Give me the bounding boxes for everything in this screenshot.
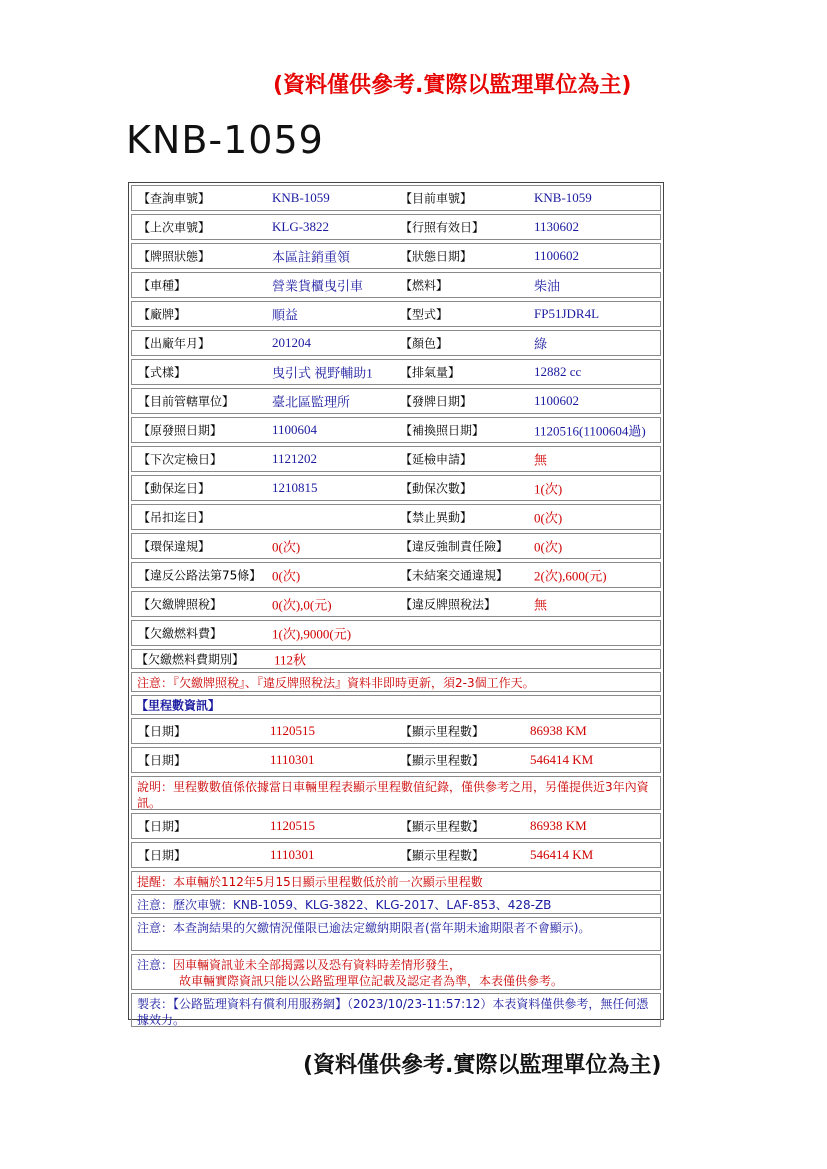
rows-row [131,359,661,385]
plate-title: KNB-1059 [126,118,324,162]
rows-value: 1100604 [272,422,318,437]
rows-label: 【原發照日期】 [138,423,223,438]
rows-label: 【牌照狀態】 [138,249,211,264]
rows-value: KNB-1059 [272,190,330,205]
rows-value: 1121202 [272,451,318,466]
mileage-b-value: 1110301 [270,847,315,862]
footer-text: 【公路監理資料有償利用服務網】（2023/10/23-11:57:12）本表資料僅供參考，無任何憑據效力。 [137,997,649,1027]
history-label: 注意： [137,898,174,912]
rows-value: 1100602 [534,248,580,263]
rows-label: 【欠繳燃料費】 [138,626,223,641]
fuel-period-row [131,649,661,669]
rows-label: 【動保次數】 [400,481,473,496]
rows-row [131,417,661,443]
mileage-a-label: 【顯示里程數】 [400,753,485,768]
rows-label: 【違反強制責任險】 [400,539,509,554]
rows-label: 【行照有效日】 [400,220,485,235]
rows-row [131,475,661,501]
mileage-note-row [131,776,661,810]
rows-label: 【環保違規】 [138,539,211,554]
rows-value: 臺北區監理所 [272,394,351,410]
rows-value: 201204 [272,335,311,350]
rows-value: 1210815 [272,480,318,495]
mileage-a-row [131,747,661,773]
rows-value: 1120516(1100604過) [534,423,646,439]
rows-value: 2(次),600(元) [534,568,607,584]
rows-label: 【型式】 [400,307,449,322]
rows-row [131,591,661,617]
reminder-row [131,871,661,891]
rows-value: 12882 cc [534,364,582,379]
rows-label: 【上次車號】 [138,220,211,235]
mileage-b-label: 【日期】 [138,819,187,834]
mileage-note: 說明：里程數數值係依據當日車輛里程表顯示里程數值紀錄，僅供參考之用，另僅提供近3年內資訊。 [137,780,649,810]
footer-row [131,993,661,1027]
mileage-a-value: 1120515 [270,723,316,738]
mileage-b-row [131,813,661,839]
vehicle-report-table [128,182,664,1027]
rows-value: 柴油 [534,278,561,294]
data-notice-row [131,954,661,990]
result-notice-text: 本查詢結果的欠繳情況僅限已逾法定繳納期限者(當年期未逾期限者不會顯示)。 [173,921,591,935]
rows-row [131,533,661,559]
rows-value: 0(次) [272,539,301,555]
rows-row [131,243,661,269]
mileage-a-row [131,718,661,744]
rows-value: 0(次) [534,539,563,555]
tax-notice: 注意：『欠繳牌照稅』、『違反牌照稅法』資料非即時更新，須2-3個工作天。 [137,676,535,690]
result-notice-row [131,917,661,951]
data-notice-line2: 故車輛實際資訊只能以公路監理單位記載及認定者為準，本表僅供參考。 [179,974,564,988]
rows-value: 1130602 [534,219,580,234]
data-notice-line1: 因車輛資訊並未全部揭露以及恐有資料時差情形發生， [173,958,462,972]
mileage-b-label: 【日期】 [138,848,187,863]
rows-value: 0(次),0(元) [272,597,332,613]
rows-label: 【排氣量】 [400,365,461,380]
mileage-a-value: 546414 KM [530,752,594,767]
mileage-a-value: 86938 KM [530,723,587,738]
rows-row [131,301,661,327]
rows-value: 0(次) [534,510,563,526]
mileage-b-value: 86938 KM [530,818,587,833]
rows-value: 無 [534,452,548,468]
rows-value: 1(次),9000(元) [272,626,352,642]
rows-label: 【出廠年月】 [138,336,211,351]
rows-label: 【狀態日期】 [400,249,473,264]
rows-row [131,214,661,240]
rows-value: KLG-3822 [272,219,330,234]
rows-row [131,446,661,472]
rows-label: 【車種】 [138,278,187,293]
rows-label: 【補換照日期】 [400,423,485,438]
rows-value: 本區註銷重領 [272,249,351,265]
disclaimer-bottom: (資料僅供參考.實際以監理單位為主) [303,1053,662,1078]
mileage-b-row [131,842,661,868]
rows-label: 【未結案交通違規】 [400,568,509,583]
rows-row [131,620,661,646]
rows-label: 【式樣】 [138,365,187,380]
result-notice-label: 注意： [137,921,174,935]
rows-label: 【禁止異動】 [400,510,473,525]
rows-row [131,272,661,298]
rows-row [131,330,661,356]
rows-label: 【延檢申請】 [400,452,473,467]
rows-label: 【吊扣迄日】 [138,510,211,525]
history-row [131,894,661,914]
rows-value: 1(次) [534,481,563,497]
rows-value: 1100602 [534,393,580,408]
rows-value: 綠 [534,336,548,352]
rows-row [131,388,661,414]
rows-label: 【顏色】 [400,336,449,351]
data-notice-label: 注意： [137,958,174,972]
rows-value: 0(次) [272,568,301,584]
mileage-b-label: 【顯示里程數】 [400,819,485,834]
rows-row [131,185,661,211]
rows-label: 【發牌日期】 [400,394,473,409]
rows-row [131,504,661,530]
mileage-a-label: 【日期】 [138,753,187,768]
rows-label: 【目前車號】 [400,191,473,206]
rows-label: 【燃料】 [400,278,449,293]
rows-label: 【目前管轄單位】 [138,394,235,409]
rows-label: 【違反公路法第75條】 [138,568,262,583]
mileage-b-value: 1120515 [270,818,316,833]
rows-value: KNB-1059 [534,190,592,205]
mileage-b-value: 546414 KM [530,847,594,862]
rows-label: 【違反牌照稅法】 [400,597,497,612]
rows-row [131,562,661,588]
rows-label: 【下次定檢日】 [138,452,223,467]
mileage-section-title: 【里程數資訊】 [136,698,221,713]
mileage-reminder: 提醒：本車輛於112年5月15日顯示里程數低於前一次顯示里程數 [137,875,483,889]
mileage-a-label: 【顯示里程數】 [400,724,485,739]
rows-value: 曳引式 視野輔助1 [272,365,373,381]
history-text: 歷次車號：KNB-1059、KLG-3822、KLG-2017、LAF-853、428-ZB [173,898,552,912]
rows-value: FP51JDR4L [534,306,600,321]
rows-value: 順益 [272,307,299,323]
rows-label: 【動保迄日】 [138,481,211,496]
rows-label: 【欠繳牌照稅】 [138,597,223,612]
mileage-title-row [131,695,661,715]
tax-notice-row [131,672,661,692]
rows-value: 營業貨櫃曳引車 [272,278,364,294]
mileage-b-label: 【顯示里程數】 [400,848,485,863]
disclaimer-top: (資料僅供參考.實際以監理單位為主) [273,73,632,98]
fuel-period-value: 112秋 [274,652,307,668]
rows-label: 【廠牌】 [138,307,187,322]
mileage-a-label: 【日期】 [138,724,187,739]
rows-value: 無 [534,597,548,613]
rows-label: 【查詢車號】 [138,191,211,206]
fuel-period-label: 【欠繳燃料費期別】 [136,652,245,667]
mileage-a-value: 1110301 [270,752,315,767]
footer-label: 製表： [137,997,174,1011]
